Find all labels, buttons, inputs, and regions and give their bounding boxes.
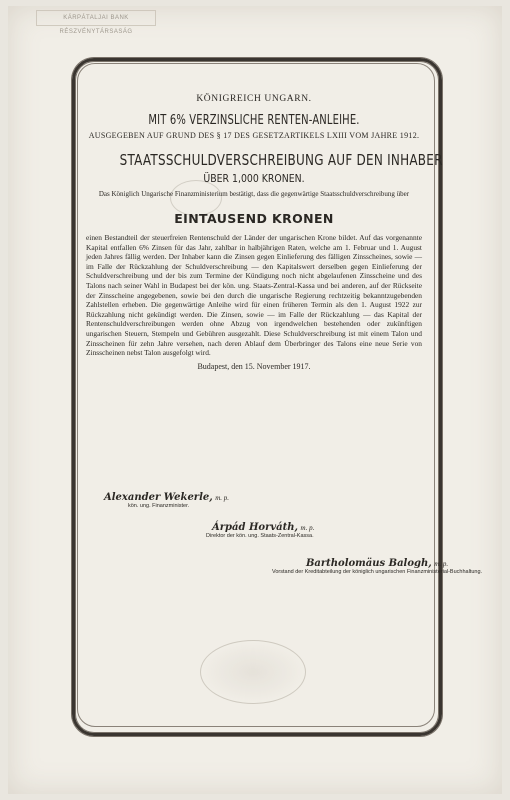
- signatory-name: Bartholomäus Balogh,: [305, 558, 432, 569]
- signature-kassa-director: [206, 522, 315, 540]
- signatory-role: Direktor der kön. ung. Staats-Zentral-Kassa.: [206, 533, 314, 539]
- bank-stamp: KÁRPÁTALJAI BANK RÉSZVÉNYTÁRSASÁG: [36, 10, 156, 26]
- bond-amount: ÜBER 1,000 KRONEN.: [203, 172, 305, 185]
- place-date: Budapest, den 15. November 1917.: [197, 361, 311, 371]
- loan-title: MIT 6% VERZINSLICHE RENTEN-ANLEIHE.: [148, 112, 360, 128]
- signatory-name: Alexander Wekerle,: [104, 492, 213, 503]
- signature-finance-minister: [104, 492, 229, 510]
- signatory-role: kön. ung. Finanzminister.: [128, 503, 190, 509]
- signature-credit-department: [272, 558, 482, 576]
- issuance-basis: AUSGEGEBEN AUF GRUND DES § 17 DES GESETZARTIKELS LXIII VOM JAHRE 1912.: [88, 131, 420, 140]
- faint-embossed-seal: [200, 640, 306, 704]
- kingdom-heading: KÖNIGREICH UNGARN.: [196, 94, 312, 104]
- amount-in-words: EINTAUSEND KRONEN: [174, 211, 334, 226]
- signatory-mp: m. p.: [434, 560, 449, 568]
- bond-terms-text: einen Bestandteil der steuerfreien Rentenschuld der Länder der ungarischen Krone bildet. Auf das vorgenannte Kapital entfallen 6% Zinsen für das Jahr, zahlbar in halbjährigen Raten, welche am 1. Februar und 1. August jeden Jahres fällig werden. Der Inhaber kann die Zinsen gegen Einlieferung des fälligen Zinsscheines, sowie — im Falle der Rückzahlung der Schuldverschreibung — den Kapitalswert derselben gegen Einlieferung der Schuldverschreibung und der bis zum Termine der Kündigung noch nicht abgelaufenen Zinsscheine und des Talons nach seiner Wahl in Budapest bei der kön. ung. Staats-Zentral-Kassa und bei anderen, auf der Rückseite der Zinsscheine angegebenen, sowie bei den durch die ungarische Regierung rechtzeitig bekanntzugebenden Zahlstellen erheben. Die gegenwärtige Anleihe wird für einen früheren Termin als den 1. August 1922 zur Rückzahlung nicht gekündigt werden. Die Zinsen, sowie — im Falle der Rückzahlung — das Kapital der Rentenschuldverschreibungen werden ohne Abzug von irgendwelchen bestehenden oder zukünftigen ungarischen Steuern, Stempeln und Gebühren ausgezahlt. Diese Schuldverschreibung ist mit einem Talon und Zinsscheinen für zehn Jahre versehen, nach deren Ablauf dem Überbringer des Talons eine neue Serie von Zinsscheinen nebst Talon ausgefolgt wird.: [86, 233, 422, 358]
- bond-type-heading: STAATSSCHULDVERSCHREIBUNG AUF DEN INHABER: [119, 151, 443, 169]
- signatory-role: Vorstand der Kreditabteilung der königlich ungarischen Finanzministerial-Buchhaltung.: [272, 569, 483, 575]
- signatory-mp: m. p.: [215, 494, 230, 502]
- confirmation-text: Das Königlich Ungarische Finanzministerium bestätigt, dass die gegenwärtige Staatsschuldverschreibung über: [98, 190, 410, 198]
- signatory-name: Árpád Horváth,: [212, 522, 299, 533]
- signatory-mp: m. p.: [300, 524, 315, 532]
- bond-text-block: [86, 94, 443, 371]
